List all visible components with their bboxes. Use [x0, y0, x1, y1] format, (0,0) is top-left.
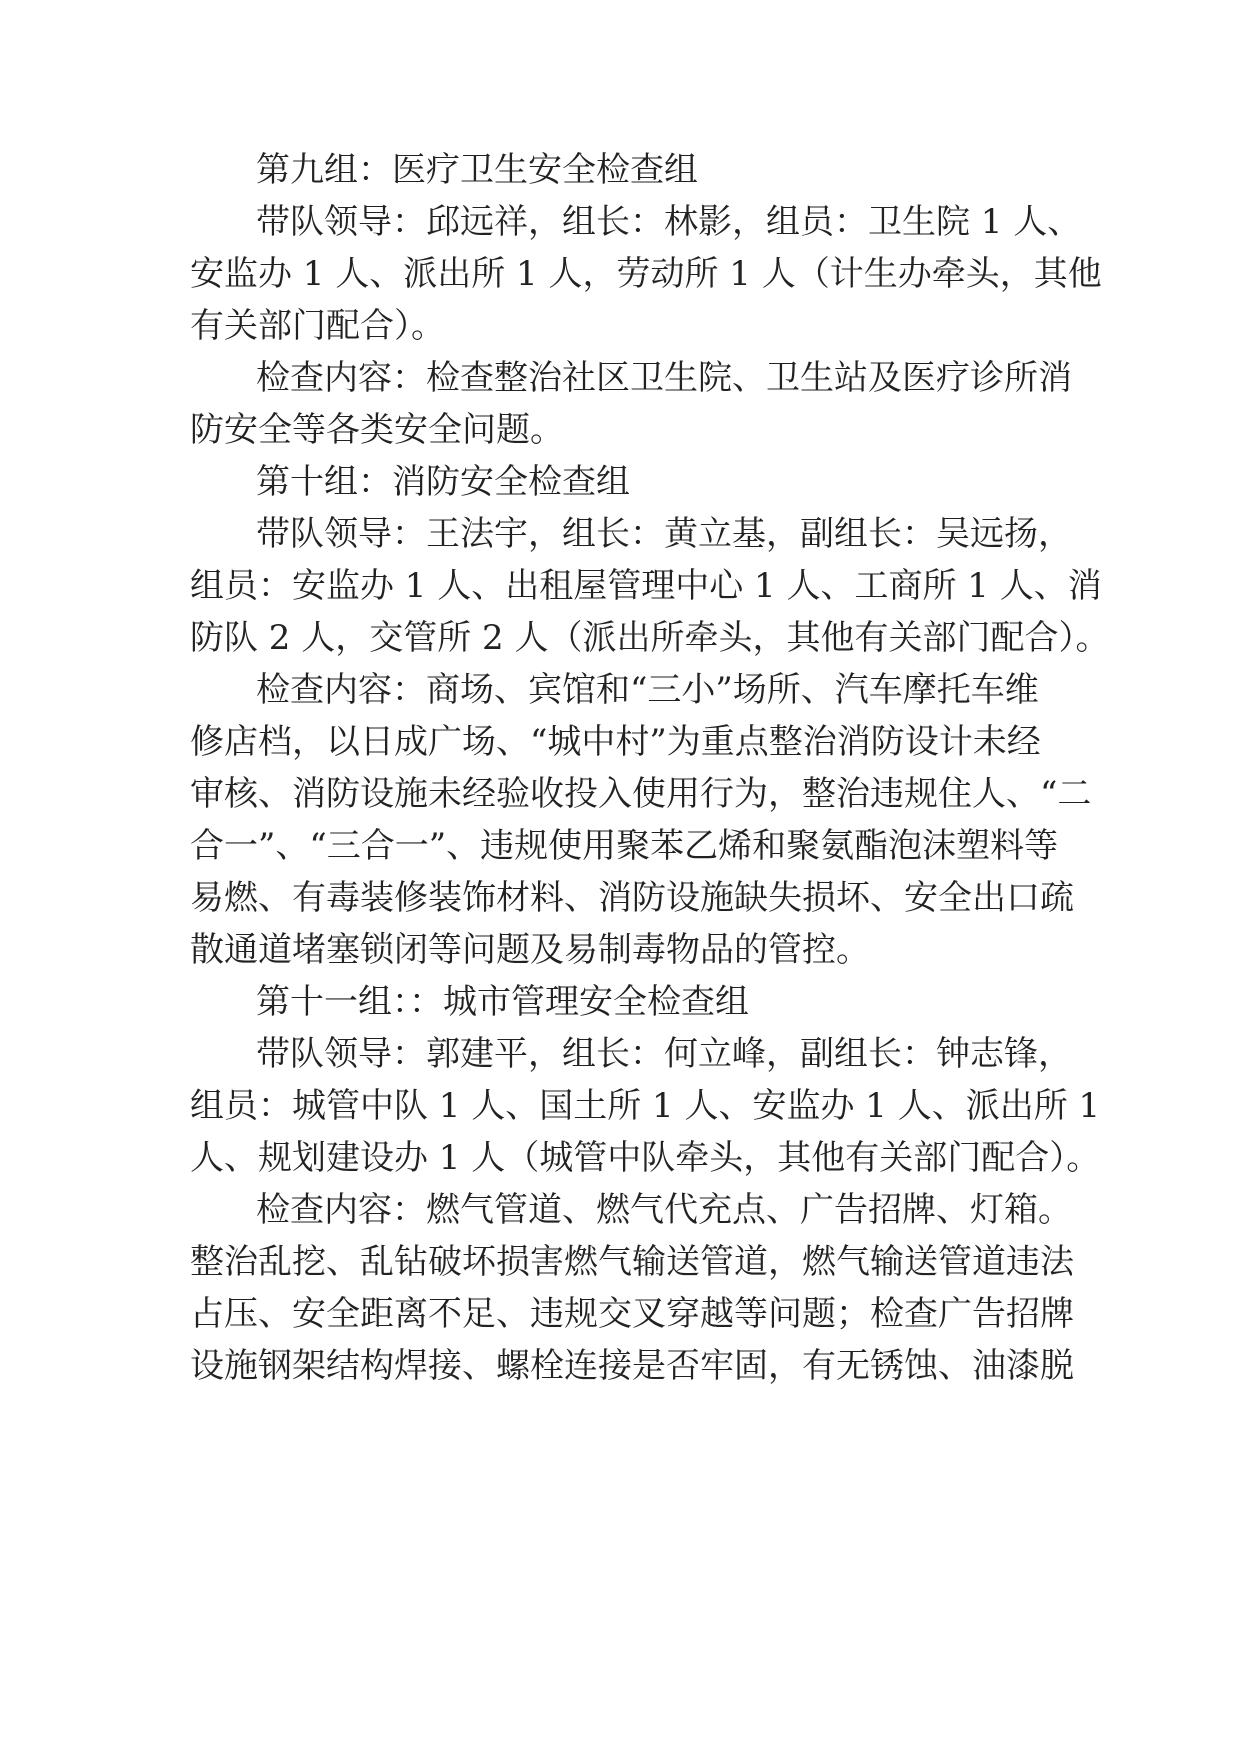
group-11-heading: 第十一组：：城市管理安全检查组 — [256, 982, 749, 1022]
group-10-heading: 第十组：消防安全检查组 — [256, 462, 630, 502]
paragraph-line: 检查内容：燃气管道、燃气代充点、广告招牌、灯箱。 — [256, 1190, 1072, 1230]
paragraph-line: 带队领导：王法宇，组长：黄立基，副组长：吴远扬， — [256, 514, 1072, 554]
paragraph-line: 合一”、“三合一”、违规使用聚苯乙烯和聚氨酯泡沫塑料等 — [190, 826, 1059, 866]
paragraph-line: 防队 2 人，交管所 2 人（派出所牵头，其他有关部门配合）。 — [190, 618, 1110, 658]
paragraph-line: 检查内容：检查整治社区卫生院、卫生站及医疗诊所消 — [256, 358, 1072, 398]
group-9-heading: 第九组：医疗卫生安全检查组 — [256, 150, 698, 190]
paragraph-line: 人、规划建设办 1 人（城管中队牵头，其他有关部门配合）。 — [190, 1138, 1101, 1178]
paragraph-line: 有关部门配合）。 — [190, 306, 445, 346]
paragraph-line: 散通道堵塞锁闭等问题及易制毒物品的管控。 — [190, 930, 870, 970]
paragraph-line: 组员：城管中队 1 人、国土所 1 人、安监办 1 人、派出所 1 — [190, 1086, 1101, 1126]
paragraph-line: 设施钢架结构焊接、螺栓连接是否牢固，有无锈蚀、油漆脱 — [190, 1346, 1074, 1386]
paragraph-line: 整治乱挖、乱钻破坏损害燃气输送管道，燃气输送管道违法 — [190, 1242, 1074, 1282]
paragraph-line: 带队领导：邱远祥，组长：林影，组员：卫生院 1 人、 — [256, 202, 1082, 242]
paragraph-line: 组员：安监办 1 人、出租屋管理中心 1 人、工商所 1 人、消 — [190, 566, 1102, 606]
paragraph-line: 修店档，以日成广场、“城中村”为重点整治消防设计未经 — [190, 722, 1041, 762]
paragraph-line: 带队领导：郭建平，组长：何立峰，副组长：钟志锋， — [256, 1034, 1072, 1074]
paragraph-line: 防安全等各类安全问题。 — [190, 410, 564, 450]
paragraph-line: 安监办 1 人、派出所 1 人，劳动所 1 人（计生办牵头，其他 — [190, 254, 1102, 294]
paragraph-line: 检查内容：商场、宾馆和“三小”场所、汽车摩托车维 — [256, 670, 1039, 710]
paragraph-line: 审核、消防设施未经验收投入使用行为，整治违规住人、“二 — [190, 774, 1092, 814]
paragraph-line: 易燃、有毒装修装饰材料、消防设施缺失损坏、安全出口疏 — [190, 878, 1074, 918]
paragraph-line: 占压、安全距离不足、违规交叉穿越等问题；检查广告招牌 — [190, 1294, 1074, 1334]
